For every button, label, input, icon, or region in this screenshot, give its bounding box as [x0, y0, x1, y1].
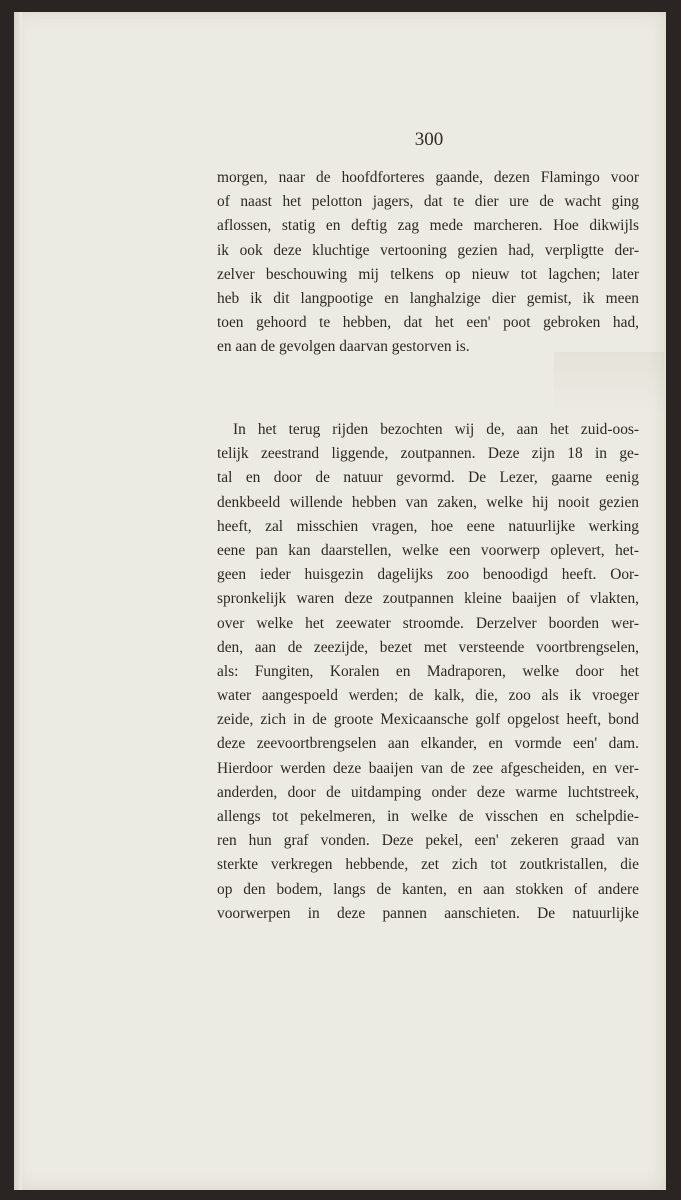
text-line: en aan de gevolgen daarvan gestorven is.: [217, 338, 470, 356]
text-line: ren hun graf vonden. Deze pekel, een' zekeren graad van: [217, 832, 639, 850]
text-line: toen gehoord te hebben, dat het een' poot gebroken had,: [217, 314, 639, 332]
text-line: anderden, door de uitdamping onder deze warme luchtstreek,: [217, 783, 639, 801]
text-line: voorwerpen in deze pannen aanschieten. De natuurlijke: [217, 904, 639, 922]
text-line: spronkelijk waren deze zoutpannen kleine baaijen of vlakten,: [217, 590, 639, 608]
paragraph-1: [217, 166, 639, 360]
text-line: over welke het zeewater stroomde. Derzelver boorden wer-: [217, 614, 639, 632]
text-line: of naast het pelotton jagers, dat te dier ure de wacht ging: [217, 193, 639, 211]
text-line: op den bodem, langs de kanten, en aan stokken of andere: [217, 880, 639, 898]
text-line: deze zeevoortbrengselen aan elkander, en vormde een' dam.: [217, 735, 639, 753]
page-number: 300: [414, 129, 444, 150]
paragraph-2: [217, 418, 639, 926]
text-line: zelver beschouwing mij telkens op nieuw tot lagchen; later: [217, 265, 639, 283]
text-line: den, aan de zeezijde, bezet met versteende voortbrengselen,: [217, 638, 639, 656]
text-line: morgen, naar de hoofdforteres gaande, dezen Flamingo voor: [217, 169, 639, 186]
text-line: Hierdoor werden deze baaijen van de zee afgescheiden, en ver-: [217, 759, 639, 777]
text-line: allengs tot pekelmeren, in welke de visschen en schelpdie-: [217, 808, 639, 825]
text-line: water aangespoeld werden; de kalk, die, zoo als ik vroeger: [217, 687, 639, 705]
text-line: zeide, zich in de groote Mexicaansche golf opgelost heeft, bond: [217, 711, 639, 729]
ink-show-through: [554, 352, 664, 412]
text-line: heeft, zal misschien vragen, hoe eene natuurlijke werking: [217, 517, 639, 535]
text-line: ik ook deze kluchtige vertooning gezien had, verpligtte der-: [217, 241, 639, 259]
page-edge-shadow: [14, 12, 22, 1190]
text-line: heb ik dit langpootige en langhalzige dier gemist, ik meen: [217, 289, 639, 307]
text-line: telijk zeestrand liggende, zoutpannen. Deze zijn 18 in ge-: [217, 445, 639, 463]
text-line: denkbeeld willende hebben van zaken, welke hij nooit gezien: [217, 493, 639, 511]
text-line: aflossen, statig en deftig zag mede marcheren. Hoe dikwijls: [217, 217, 639, 235]
text-line: als: Fungiten, Koralen en Madraporen, welke door het: [217, 662, 639, 680]
text-line: In het terug rijden bezochten wij de, aan het zuid-oos-: [233, 421, 639, 438]
text-line: eene pan kan daarstellen, welke een voorwerp oplevert, het-: [217, 541, 639, 559]
text-line: sterkte verkregen hebbende, zet zich tot zoutkristallen, die: [217, 856, 639, 874]
text-line: geen ieder huisgezin dagelijks zoo benoodigd heeft. Oor-: [217, 566, 639, 584]
book-page: [14, 12, 666, 1190]
text-line: tal en door de natuur gevormd. De Lezer, gaarne eenig: [217, 469, 639, 487]
